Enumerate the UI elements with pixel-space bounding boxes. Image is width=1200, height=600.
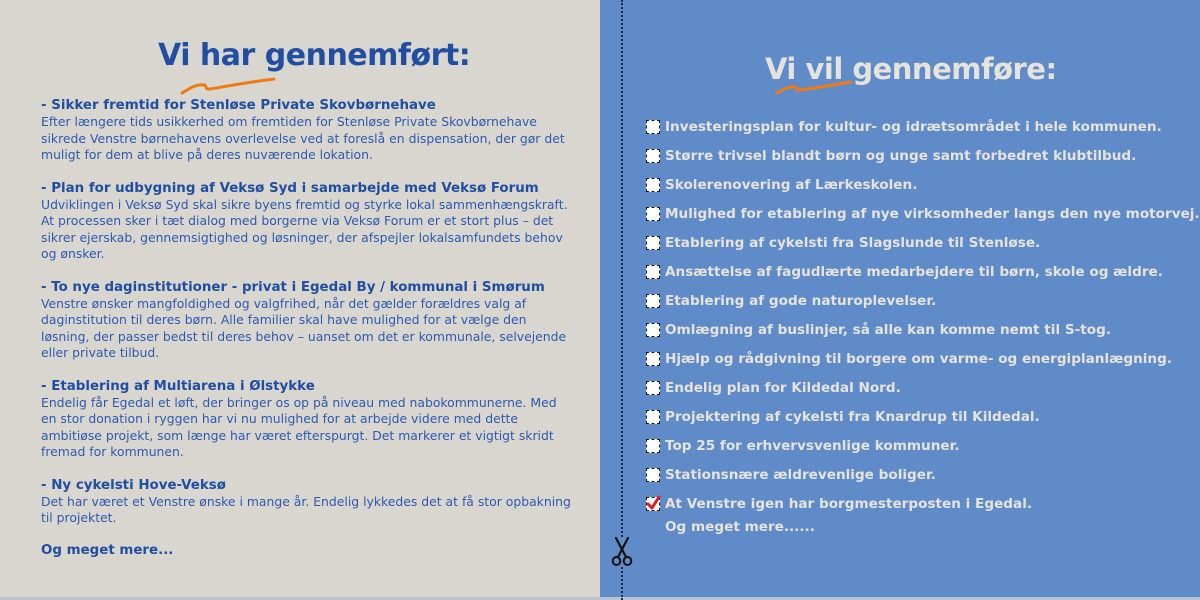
checkbox-icon[interactable] [646, 439, 660, 453]
achievement-heading: - Ny cykelsti Hove-Veksø [41, 477, 226, 493]
goal-label: Omlægning af buslinjer, så alle kan komme nemt til S-tog. [665, 321, 1111, 338]
goal-item [646, 402, 1186, 431]
goal-label: Investeringsplan for kultur- og idrætsområdet i hele kommunen. [665, 118, 1162, 135]
goal-item [646, 257, 1186, 286]
goal-item [646, 112, 1186, 141]
goal-item [646, 286, 1186, 315]
goal-label: At Venstre igen har borgmesterposten i Egedal. [665, 495, 1033, 512]
goal-label: Ansættelse af fagudlærte medarbejdere til børn, skole og ældre. [665, 263, 1163, 280]
achievement-item [41, 97, 571, 164]
checkbox-icon[interactable] [646, 120, 660, 134]
scissors-icon [611, 537, 633, 567]
goal-label: Hjælp og rådgivning til borgere om varme- og energiplanlægning. [665, 350, 1173, 367]
right-title: Vi vil gennemføre: [765, 52, 1057, 86]
underline-swoosh-left-icon [180, 76, 280, 96]
goal-label: Endelig plan for Kildedal Nord. [665, 379, 901, 396]
goal-item [646, 315, 1186, 344]
checkbox-icon[interactable] [646, 468, 660, 482]
more-text-right: Og meget mere...... [665, 519, 815, 535]
goal-label: Større trivsel blandt børn og unge samt forbedret klubtilbud. [665, 147, 1137, 164]
checkbox-icon[interactable] [646, 381, 660, 395]
achievement-heading: - To nye daginstitutioner - privat i Egedal By / kommunal i Smørum [41, 279, 545, 295]
goal-label: Etablering af cykelsti fra Slagslunde til Stenløse. [665, 234, 1041, 251]
achievement-item [41, 180, 571, 263]
achievement-body: Venstre ønsker mangfoldighed og valgfrihed, når det gælder forældres valg af daginstitution til deres børn. Alle familier skal have mulighed for at vælge den løsning, der passer bedst til deres behov – uanset om det er kommunale, selvejende eller private tilbud. [41, 295, 567, 360]
checkbox-icon[interactable] [646, 410, 660, 424]
checkbox-icon[interactable] [646, 149, 660, 163]
goal-item-checked [646, 489, 1186, 518]
achievement-item [41, 378, 571, 461]
goal-label: Skolerenovering af Lærkeskolen. [665, 176, 918, 193]
achievement-body: Efter længere tids usikkerhed om fremtiden for Stenløse Private Skovbørnehave sikrede Venstre børnehavens overlevelse ved at foreslå en dispensation, der gør det muligt for dem at blive på deres nuværende lokation. [41, 114, 565, 162]
goal-item [646, 373, 1186, 402]
goal-label: Projektering af cykelsti fra Knardrup til Kildedal. [665, 408, 1040, 425]
left-title: Vi har gennemført: [158, 38, 471, 73]
achievement-body: Udviklingen i Veksø Syd skal sikre byens fremtid og styrke lokal sammenhængskraft. At processen sker i tæt dialog med borgerne via Veksø Forum er et stort plus – det sikrer ejerskab, gennemsigtighed og løsninger, der afspejler lokalsamfundets behov og ønsker. [41, 196, 568, 261]
achievement-heading: - Plan for udbygning af Veksø Syd i samarbejde med Veksø Forum [41, 180, 539, 196]
goal-label: Etablering af gode naturoplevelser. [665, 292, 937, 309]
achievement-item [41, 477, 571, 527]
goal-item [646, 170, 1186, 199]
goal-item [646, 228, 1186, 257]
achievement-body: Det har været et Venstre ønske i mange år. Endelig lykkedes det at få stor opbakning til projektet. [41, 493, 571, 525]
left-panel-achievements [0, 0, 600, 597]
more-text-left: Og meget mere... [41, 542, 174, 558]
checkbox-icon[interactable] [646, 265, 660, 279]
checkmark-icon [646, 495, 661, 511]
goal-label: Top 25 for erhvervsvenlige kommuner. [665, 437, 960, 454]
checkbox-icon[interactable] [646, 352, 660, 366]
underline-swoosh-right-icon [775, 78, 855, 96]
checkbox-icon[interactable] [646, 294, 660, 308]
achievements-list [41, 97, 571, 558]
goal-label: Stationsnære ældrevenlige boliger. [665, 466, 936, 483]
checkbox-icon[interactable] [646, 236, 660, 250]
checkbox-icon[interactable] [646, 178, 660, 192]
achievement-heading: - Sikker fremtid for Stenløse Private Skovbørnehave [41, 98, 436, 113]
goal-label: Mulighed for etablering af nye virksomheder langs den nye motorvej. [665, 205, 1200, 222]
goal-item [646, 431, 1186, 460]
checkbox-icon[interactable] [646, 323, 660, 337]
goal-item [646, 344, 1186, 373]
achievement-item [41, 279, 571, 362]
goals-checklist [646, 112, 1200, 535]
goal-item [646, 199, 1200, 228]
goal-item [646, 141, 1186, 170]
achievement-body: Endelig får Egedal et løft, der bringer os op på niveau med nabokommunerne. Med en stor donation i ryggen har vi nu mulighed for at arbejde videre med dette ambitiøse projekt, som længe har været efterspurgt. Det markerer et vigtigt skridt fremad for kommunen. [41, 394, 557, 459]
achievement-heading: - Etablering af Multiarena i Ølstykke [41, 378, 315, 394]
dashed-cut-line [621, 0, 623, 600]
goal-item [646, 460, 1186, 489]
checkbox-icon[interactable] [646, 207, 660, 221]
checkbox-checked-icon[interactable] [646, 497, 660, 511]
